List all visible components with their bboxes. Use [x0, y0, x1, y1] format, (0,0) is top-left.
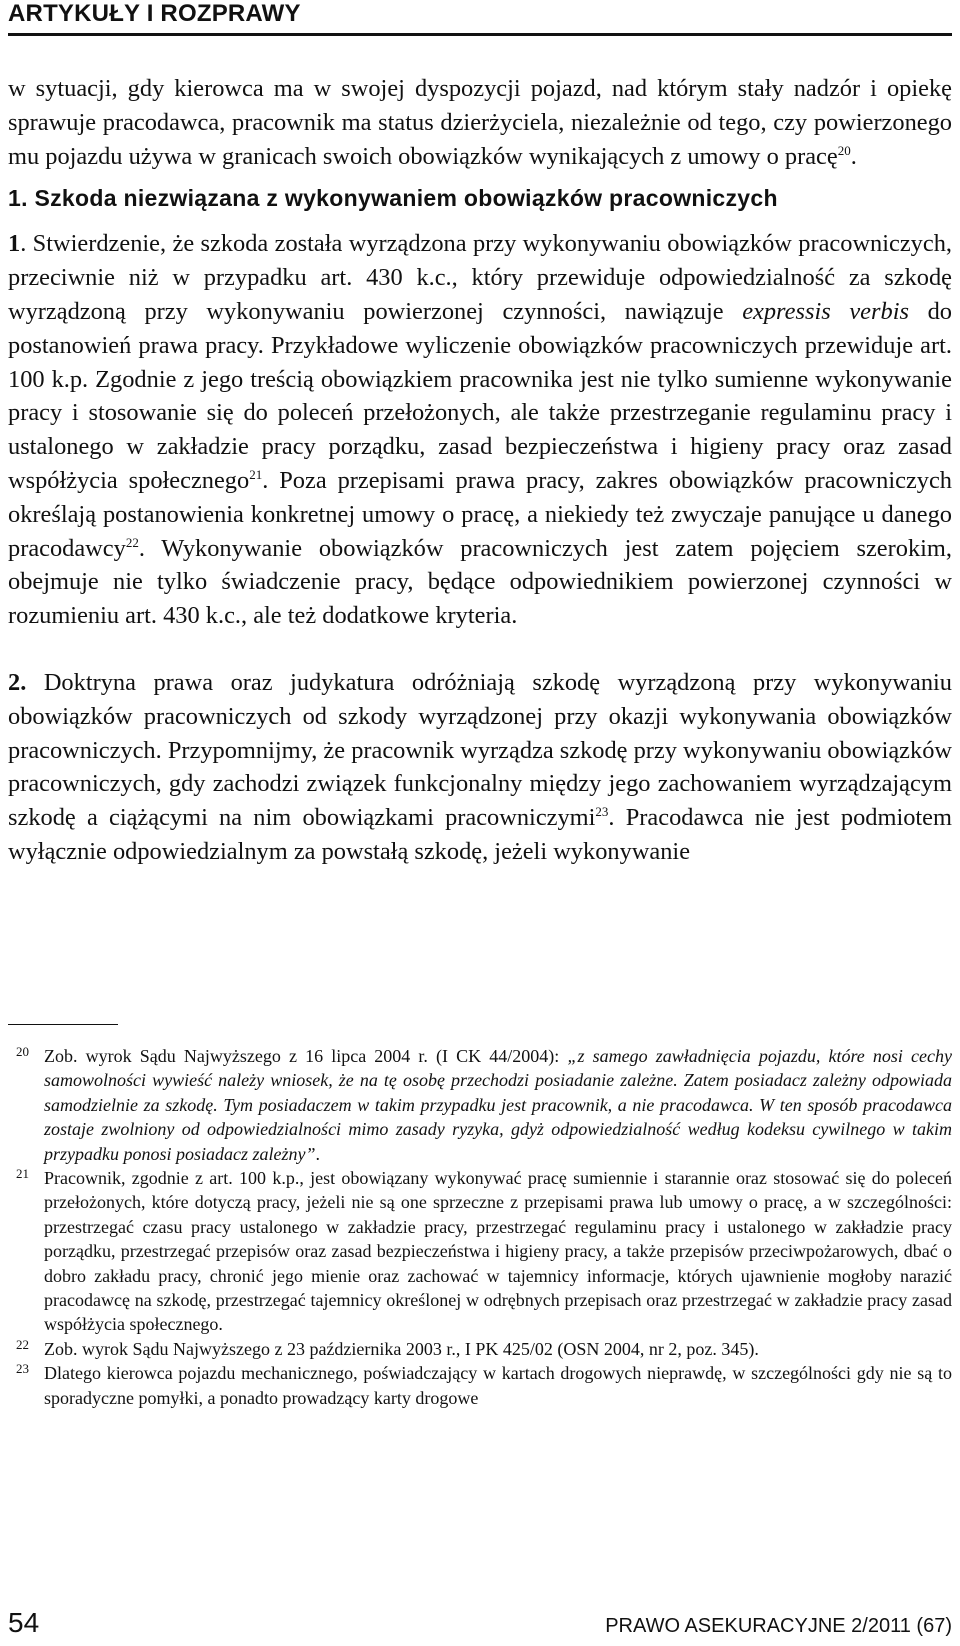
- footnote-23: 23 Dlatego kierowca pojazdu mechanicznego, poświadczający w kartach drogowych nieprawdę, w szczególności gdy nie są to sporadyczne pomyłki, a ponadto prowadzący karty drogowe: [8, 1361, 952, 1410]
- section-heading: 1. Szkoda niezwiązana z wykonywaniem obowiązków pracowniczych: [8, 185, 778, 212]
- paragraph-number: 2.: [8, 668, 27, 696]
- main-text: [8, 72, 952, 869]
- page-number: 54: [8, 1607, 40, 1638]
- footnote-ref-21[interactable]: 21: [249, 466, 263, 482]
- footnote-number: 21: [16, 1166, 29, 1182]
- footnotes: [8, 1044, 952, 1410]
- paragraph-1: 1. Stwierdzenie, że szkoda została wyrządzona przy wykonywaniu obowiązków pracowniczych, przeciwnie niż w przypadku art. 430 k.c., który przewiduje odpowiedzialność za szkodę wyrządzoną przy wykonywaniu powierzonej czynności, nawiązuje expressis verbis do postanowień prawa pracy. Przykładowe wyliczenie obowiązków pracowniczych przewiduje art. 100 k.p. Zgodnie z jego treścią obowiązkiem pracownika jest nie tylko sumienne wykonywanie pracy i stosowanie się do poleceń przełożonych, ale także przestrzeganie regulaminu pracy i ustalonego w zakładzie pracy porządku, zasad bezpieczeństwa i higieny pracy oraz zasad współżycia społecznego$^{21}$. Poza przepisami prawa pracy, zakres obowiązków pracowniczych określają postanowienia konkretnej umowy o pracę, a niekiedy też zwyczaje panujące u danego pracodawcy$^{22}$. Wykonywanie obowiązków pracowniczych jest zatem pojęciem szerokim, obejmuje nie tylko świadczenie pracy, będące odpowiednikiem powierzonej czynności w rozumieniu art. 430 k.c., ale też dodatkowe kryteria.: [8, 230, 952, 630]
- footnote-ref-23[interactable]: 23: [595, 804, 609, 820]
- intro-paragraph: w sytuacji, gdy kierowca ma w swojej dyspozycji pojazd, nad którym stały nadzór i opiekę sprawuje pracodawca, pracownik ma status dzierżyciela, niezależnie od tego, czy powierzonego mu pojazdu używa w granicach swoich obowiązków wynikających z umowy o pracę$^{20}$.: [8, 75, 952, 170]
- footnote-number: 20: [16, 1044, 29, 1059]
- paragraph-gap: [8, 633, 952, 666]
- footnote-22: 22 Zob. wyrok Sądu Najwyższego z 23 października 2003 r., I PK 425/02 (OSN 2004, nr 2, poz. 345).: [8, 1337, 952, 1361]
- page-footer: [8, 1606, 952, 1640]
- footnote-number: 22: [16, 1336, 29, 1352]
- footnote-ref-20[interactable]: 20: [837, 142, 851, 158]
- paragraph-number: 1: [8, 230, 21, 258]
- section-label: ARTYKUŁY I ROZPRAWY: [8, 0, 301, 27]
- footnote-21: 21 Pracownik, zgodnie z art. 100 k.p., jest obowiązany wykonywać pracę sumiennie i starannie oraz stosować się do poleceń przełożonych, które dotyczą pracy, jeżeli nie są one sprzeczne z przepisami prawa lub umowy o pracę, a w szczególności: przestrzegać czasu pracy ustalonego w zakładzie pracy, przestrzegać regulaminu pracy i ustalonego w zakładzie pracy porządku, przestrzegać przepisów oraz zasad bezpieczeństwa i higieny pracy, a także przepisów przeciwpożarowych, dbać o dobro zakładu pracy, chronić jego mienie oraz zachować w tajemnicy informacje, których ujawnienie mogłoby narazić pracodawcę na szkodę, przestrzegać tajemnicy określonej w odrębnych przepisach oraz przestrzegać w zakładzie pracy zasad współżycia społecznego.: [8, 1166, 952, 1337]
- footnote-ref-22[interactable]: 22: [125, 534, 139, 550]
- footnote-20: 20 Zob. wyrok Sądu Najwyższego z 16 lipca 2004 r. (I CK 44/2004): „z samego zawładnięcia pojazdu, które nosi cechy samowolności wywieść należy wniosek, że na tę osobę przechodzi posiadanie zależne. Zatem posiadacz zależny odpowiada samodzielnie za szkodę. Tym posiadaczem w takim przypadku jest pracownik, a nie pracodawca. W ten sposób pracodawca zostaje zwolniony od odpowiedzialności mimo zasady ryzyka, gdyż odpowiedzialność według kodeksu cywilnego w takim przypadku ponosi posiadacz zależny”.: [8, 1044, 952, 1166]
- journal-title: PRAWO ASEKURACYJNE 2/2011 (67): [605, 1615, 952, 1637]
- latin-phrase: expressis verbis: [742, 297, 909, 325]
- paragraph-2: 2. Doktryna prawa oraz judykatura odróżniają szkodę wyrządzoną przy wykonywaniu obowiązków pracowniczych od szkody wyrządzonej przy okazji wykonywania obowiązków pracowniczych. Przypomnijmy, że pracownik wyrządza szkodę przy wykonywaniu obowiązków pracowniczych, gdy zachodzi związek funkcjonalny między jego zachowaniem wyrządzającym szkodę a ciążącymi na nim obowiązkami pracowniczymi$^{23}$. Pracodawca nie jest podmiotem wyłącznie odpowiedzialnym za powstałą szkodę, jeżeli wykonywanie: [8, 668, 952, 865]
- footnote-number: 23: [16, 1361, 29, 1377]
- running-header: [8, 0, 952, 36]
- footnote-divider: [8, 1024, 118, 1025]
